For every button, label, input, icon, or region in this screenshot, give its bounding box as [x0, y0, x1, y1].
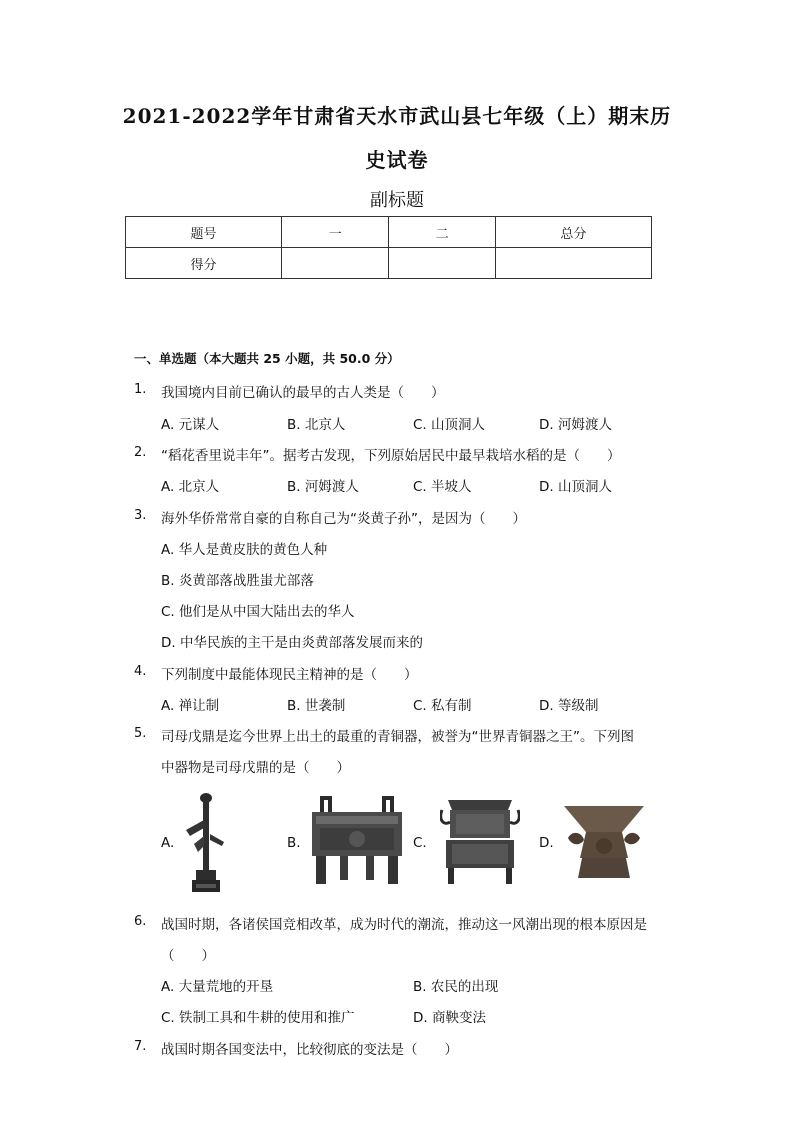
- score-cell: 得分: [126, 248, 282, 279]
- score-cell: 题号: [126, 217, 282, 248]
- question-text: 下列制度中最能体现民主精神的是（ ）: [161, 667, 418, 683]
- question-text: 我国境内目前已确认的最早的古人类是（ ）: [161, 385, 445, 401]
- option-d: D. 中华民族的主干是由炎黄部落发展而来的: [161, 635, 423, 651]
- question-text: “稻花香里说丰年”。据考古发现，下列原始居民中最早栽培水稻的是（ ）: [161, 448, 621, 464]
- option-d: D. 山顶洞人: [539, 479, 612, 495]
- option-d-label: D.: [539, 835, 554, 851]
- question-number: 3.: [134, 508, 147, 523]
- question-text-line1: 战国时期，各诸侯国竞相改革，成为时代的潮流，推动这一风潮出现的根本原因是: [161, 917, 647, 933]
- score-cell: 总分: [495, 217, 651, 248]
- bronze-vessel-image: [440, 796, 520, 886]
- score-cell: [282, 248, 389, 279]
- simuwu-ding-image: [306, 794, 408, 886]
- score-table-header-row: [126, 217, 652, 248]
- question-number: 1.: [134, 382, 147, 397]
- option-a-label: A.: [161, 835, 175, 851]
- option-d: D. 河姆渡人: [539, 417, 612, 433]
- page-subtitle: 副标题: [370, 190, 424, 211]
- option-b: B. 炎黄部落战胜蚩尤部落: [161, 573, 314, 589]
- option-b: B. 农民的出现: [413, 979, 499, 995]
- question-number: 7.: [134, 1039, 147, 1054]
- page-title-line2: 史试卷: [365, 148, 429, 172]
- option-c: C. 他们是从中国大陆出去的华人: [161, 604, 355, 620]
- score-cell: [389, 248, 495, 279]
- question-text-line2: 中器物是司母戊鼎的是（ ）: [161, 760, 350, 776]
- question-text: 海外华侨常常自豪的自称自己为“炎黄子孙”，是因为（ ）: [161, 511, 526, 527]
- score-table-score-row: [126, 248, 652, 279]
- option-b-label: B.: [287, 835, 301, 851]
- score-table: [125, 216, 652, 279]
- option-b: B. 河姆渡人: [287, 479, 359, 495]
- four-ram-zun-image: [562, 802, 646, 880]
- question-text: 战国时期各国变法中，比较彻底的变法是（ ）: [161, 1042, 458, 1058]
- option-b: B. 北京人: [287, 417, 346, 433]
- option-d: D. 等级制: [539, 698, 599, 714]
- option-a: A. 北京人: [161, 479, 220, 495]
- question-number: 4.: [134, 664, 147, 679]
- option-a: A. 华人是黄皮肤的黄色人种: [161, 542, 328, 558]
- option-c: C. 半坡人: [413, 479, 472, 495]
- option-b: B. 世袭制: [287, 698, 346, 714]
- question-text-line1: 司母戊鼎是迄今世界上出土的最重的青铜器，被誉为“世界青铜器之王”。下列图: [161, 729, 634, 745]
- option-c-label: C.: [413, 835, 427, 851]
- option-a: A. 元谋人: [161, 417, 220, 433]
- bronze-lamp-image: [180, 790, 228, 896]
- question-number: 2.: [134, 445, 147, 460]
- option-c: C. 私有制: [413, 698, 472, 714]
- score-cell: 一: [282, 217, 389, 248]
- score-cell: [495, 248, 651, 279]
- question-text-line2: （ ）: [161, 948, 215, 964]
- score-cell: 二: [389, 217, 495, 248]
- option-a: A. 大量荒地的开垦: [161, 979, 274, 995]
- question-number: 6.: [134, 914, 147, 929]
- section-heading: 一、单选题（本大题共 25 小题，共 50.0 分）: [134, 351, 400, 366]
- option-c: C. 铁制工具和牛耕的使用和推广: [161, 1010, 355, 1026]
- question-number: 5.: [134, 726, 147, 741]
- option-d: D. 商鞅变法: [413, 1010, 486, 1026]
- page-title-line1: 2021-2022学年甘肃省天水市武山县七年级（上）期末历: [122, 104, 672, 128]
- option-c: C. 山顶洞人: [413, 417, 486, 433]
- option-a: A. 禅让制: [161, 698, 220, 714]
